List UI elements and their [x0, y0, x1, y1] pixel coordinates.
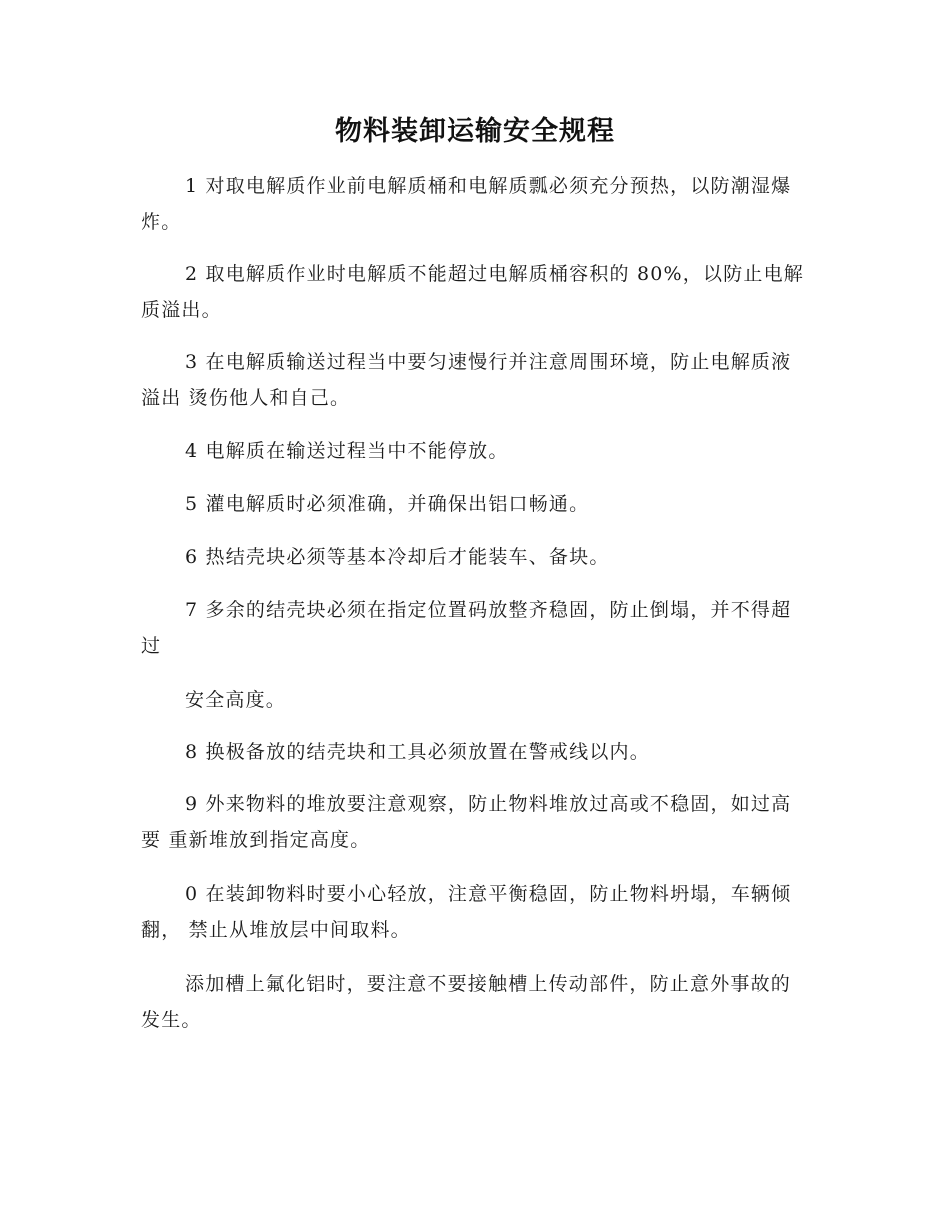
- paragraph-1: 1 对取电解质作业前电解质桶和电解质瓢必须充分预热，以防潮湿爆炸。: [141, 175, 792, 233]
- paragraph-5: 5 灌电解质时必须准确，并确保出铝口畅通。: [185, 493, 590, 515]
- paragraph-8: 8 换极备放的结壳块和工具必须放置在警戒线以内。: [185, 741, 650, 763]
- paragraph-7: 7 多余的结壳块必须在指定位置码放整齐稳固，防止倒塌，并不得超过: [141, 599, 792, 657]
- paragraph-3: 3 在电解质输送过程当中要匀速慢行并注意周围环境，防止电解质液溢出 烫伤他人和自己。: [141, 351, 792, 409]
- paragraph-7-continued: 安全高度。: [185, 689, 287, 711]
- document-title: 物料装卸运输安全规程: [335, 116, 615, 147]
- paragraph-2: 2 取电解质作业时电解质不能超过电解质桶容积的 80%，以防止电解质溢出。: [141, 263, 804, 321]
- paragraph-9: 9 外来物料的堆放要注意观察，防止物料堆放过高或不稳固，如过高要 重新堆放到指定高度。: [141, 793, 792, 851]
- paragraph-6: 6 热结壳块必须等基本冷却后才能装车、备块。: [185, 546, 610, 568]
- paragraph-4: 4 电解质在输送过程当中不能停放。: [185, 440, 509, 462]
- paragraph-11: 添加槽上氟化铝时，要注意不要接触槽上传动部件，防止意外事故的发生。: [141, 973, 792, 1031]
- paragraph-10: 0 在装卸物料时要小心轻放，注意平衡稳固，防止物料坍塌，车辆倾翻， 禁止从堆放层中间取料。: [141, 883, 792, 941]
